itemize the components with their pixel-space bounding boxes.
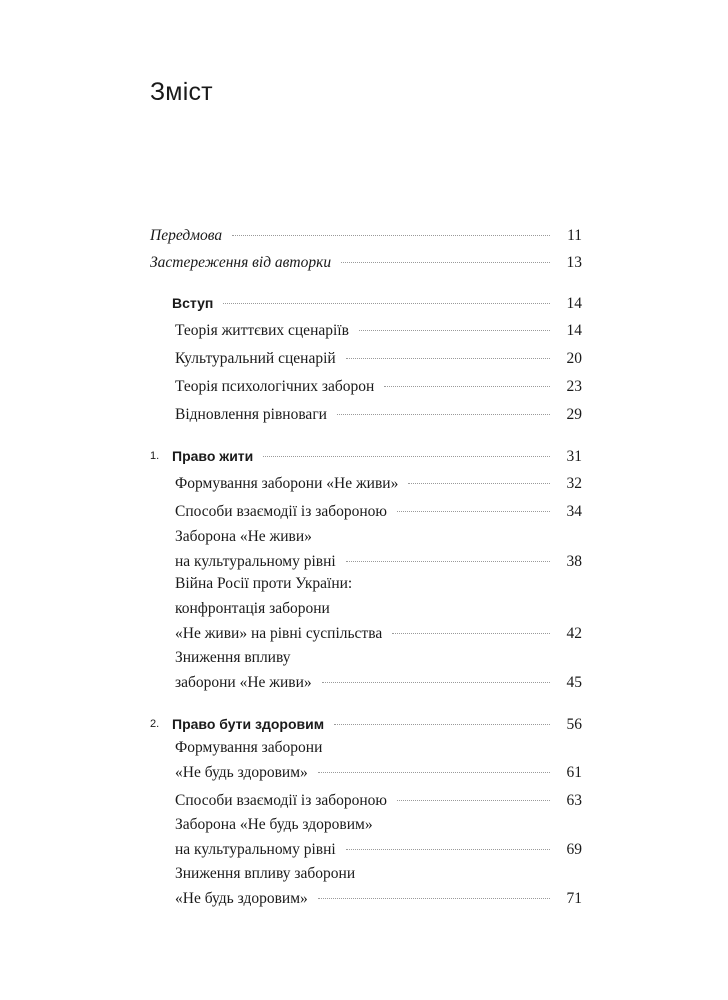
toc-entry-title-line: конфронтація заборони <box>175 600 330 617</box>
dot-leader <box>263 456 550 457</box>
dot-leader <box>337 414 550 415</box>
dot-leader <box>408 483 550 484</box>
toc-entry-title: на культуральному рівні <box>175 553 336 570</box>
chapter-number: 2. <box>150 718 160 730</box>
dot-leader <box>346 358 550 359</box>
toc-entry[interactable] <box>0 250 728 275</box>
dot-leader <box>334 724 550 725</box>
toc-entry-title: Право бути здоровим <box>172 716 325 732</box>
toc-entry-title: Застереження від авторки <box>150 254 332 271</box>
page-number: 63 <box>566 792 582 809</box>
page-number: 23 <box>566 378 582 395</box>
dot-leader <box>346 849 550 850</box>
page-number: 56 <box>566 716 582 733</box>
toc-entry[interactable] <box>0 499 728 524</box>
toc-entry[interactable] <box>0 816 728 862</box>
dot-leader <box>359 330 550 331</box>
toc-entry-title-line: Зниження впливу заборони <box>175 865 356 882</box>
toc-entry-title: Відновлення рівноваги <box>175 406 327 423</box>
toc-entry[interactable] <box>0 374 728 399</box>
toc-entry-title: на культуральному рівні <box>175 841 336 858</box>
dot-leader <box>322 682 550 683</box>
toc-entry[interactable] <box>0 739 728 785</box>
toc-entry[interactable] <box>0 223 728 248</box>
toc-entry[interactable] <box>0 788 728 813</box>
toc-entry[interactable] <box>0 712 728 737</box>
page-number: 20 <box>566 350 582 367</box>
dot-leader <box>232 235 550 236</box>
toc-entry-title: Теорія психологічних заборон <box>175 378 375 395</box>
page-number: 34 <box>566 503 582 520</box>
page-number: 71 <box>566 890 582 907</box>
toc-entry[interactable] <box>0 291 728 316</box>
dot-leader <box>318 898 550 899</box>
toc-entry-title-line: Формування заборони <box>175 739 323 756</box>
page-number: 29 <box>566 406 582 423</box>
dot-leader <box>341 262 550 263</box>
page-number: 11 <box>567 227 582 244</box>
toc-entry-title: «Не живи» на рівні суспільства <box>175 625 383 642</box>
toc-entry-title: «Не будь здоровим» <box>175 764 308 781</box>
page-number: 61 <box>566 764 582 781</box>
toc-entry-title-line: Зниження впливу <box>175 649 291 666</box>
dot-leader <box>223 303 550 304</box>
page-number: 14 <box>566 322 582 339</box>
toc-entry-title: Формування заборони «Не живи» <box>175 475 399 492</box>
dot-leader <box>384 386 550 387</box>
toc-entry-title: Передмова <box>150 227 223 244</box>
toc-entry[interactable] <box>0 865 728 911</box>
page-number: 13 <box>566 254 582 271</box>
page-number: 42 <box>566 625 582 642</box>
toc-entry[interactable] <box>0 444 728 469</box>
toc-entry-title: Право жити <box>172 448 254 464</box>
page-number: 32 <box>566 475 582 492</box>
page-title: Зміст <box>150 78 213 106</box>
toc-entry[interactable] <box>0 318 728 343</box>
dot-leader <box>397 800 550 801</box>
page-number: 45 <box>566 674 582 691</box>
toc-entry[interactable] <box>0 402 728 427</box>
toc-entry-title-line: Заборона «Не живи» <box>175 528 312 545</box>
toc-entry-title: «Не будь здоровим» <box>175 890 308 907</box>
chapter-number: 1. <box>150 450 160 462</box>
toc-entry-title: Теорія життєвих сценаріїв <box>175 322 349 339</box>
toc-entry[interactable] <box>0 471 728 496</box>
page-number: 14 <box>566 295 582 312</box>
page-number: 38 <box>566 553 582 570</box>
toc-entry[interactable] <box>0 346 728 371</box>
toc-entry-title: заборони «Не живи» <box>175 674 312 691</box>
toc-entry-title: Способи взаємодії із забороною <box>175 792 387 809</box>
dot-leader <box>397 511 550 512</box>
toc-entry[interactable] <box>0 575 728 646</box>
toc-entry-title: Вступ <box>172 295 214 311</box>
dot-leader <box>346 561 550 562</box>
toc-entry-title-line: Війна Росії проти України: <box>175 575 353 592</box>
page-number: 69 <box>566 841 582 858</box>
toc-entry-title: Способи взаємодії із забороною <box>175 503 387 520</box>
toc-entry-title: Культуральний сценарій <box>175 350 336 367</box>
toc-entry-title-line: Заборона «Не будь здоровим» <box>175 816 373 833</box>
page-number: 31 <box>566 448 582 465</box>
dot-leader <box>392 633 550 634</box>
toc-entry[interactable] <box>0 649 728 695</box>
dot-leader <box>318 772 550 773</box>
